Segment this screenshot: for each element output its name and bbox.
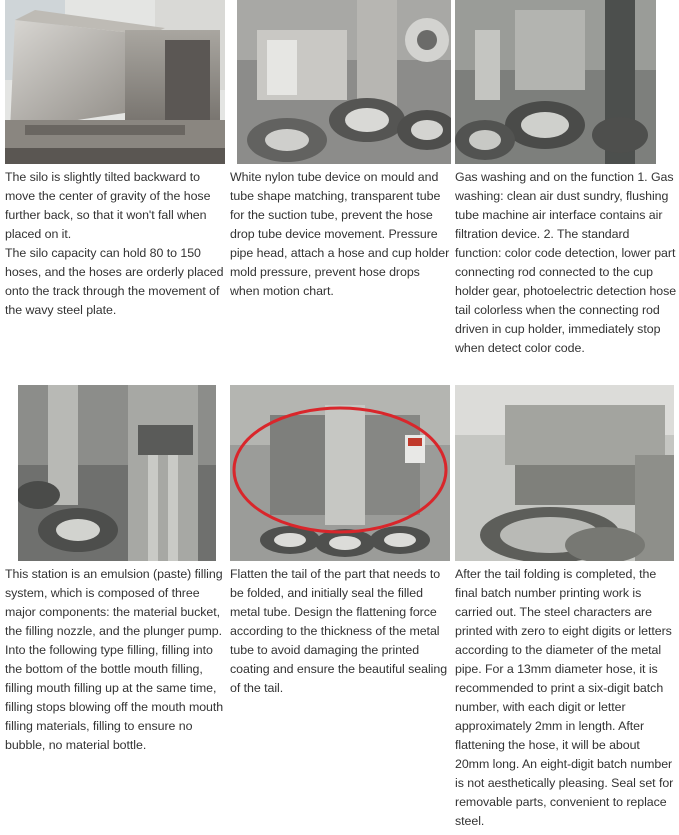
caption-paragraph: The silo capacity can hold 80 to 150 hoses, and the hoses are orderly placed onto the track through the movement of the wavy steel plate. <box>5 246 224 317</box>
caption-paragraph: This station is an emulsion (paste) filling system, which is composed of three major components: the material bucket, the filling nozzle, and the plunger pump. Into the following type filling, filling into the bottom of the bottle mouth filling, filling mouth filling up at the same time, filling stops blowing off the mouth mouth filling materials, filling to ensure no bubble, no material bottle. <box>5 567 224 752</box>
caption-filling-station <box>5 565 230 755</box>
caption-nylon-tube-device <box>230 168 452 301</box>
photo-silo <box>5 0 225 164</box>
caption-paragraph: The silo is slightly tilted backward to move the center of gravity of the hose further back, so that it won't fall when placed on it. <box>5 170 211 241</box>
photo-batch-printing <box>455 385 674 561</box>
caption-silo <box>5 168 230 320</box>
photo-tail-flattening <box>230 385 450 561</box>
caption-paragraph: White nylon tube device on mould and tube shape matching, transparent tube for the suction tube, prevent the hose drop tube device movement. Pressure pipe head, attach a hose and cup holder mold pressure, prevent hose drops when motion chart. <box>230 170 450 298</box>
caption-batch-printing <box>455 565 677 831</box>
caption-paragraph: After the tail folding is completed, the final batch number printing work is carried out. The steel characters are printed with zero to eight digits or letters according to the diameter of the metal pipe. For a 13mm diameter hose, it is recommended to print a six-digit batch number, with each digit or letter approximately 2mm in length. After flattening the hose, it will be about 20mm long. An eight-digit batch number is not aesthetically pleasing. Seal set for removable parts, convenient to replace steel. <box>455 567 674 828</box>
caption-paragraph: Gas washing and on the function 1. Gas washing: clean air dust sundry, flushing tube machine air interface contains air filtration device. 2. The standard function: color code detection, lower part connecting rod connected to the cup holder gear, photoelectric detection hose tail colorless when the connecting rod driven in cup holder, immediately stop when detect color code. <box>455 170 677 355</box>
caption-paragraph: Flatten the tail of the part that needs to be folded, and initially seal the filled metal tube. Design the flattening force according to the thickness of the metal tube to avoid damaging the printed coating and ensure the beautiful sealing of the tail. <box>230 567 448 695</box>
photo-filling-station <box>18 385 216 561</box>
photo-gas-washing <box>455 0 656 164</box>
caption-gas-washing <box>455 168 677 358</box>
photo-nylon-tube-device <box>237 0 451 164</box>
caption-tail-flattening <box>230 565 452 698</box>
